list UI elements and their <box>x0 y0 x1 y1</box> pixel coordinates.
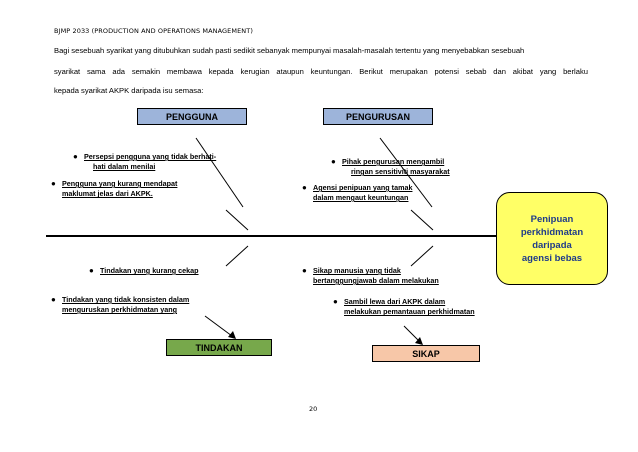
bullet-icon: ● <box>333 297 338 306</box>
page-number: 20 <box>309 405 318 413</box>
bullet-icon: ● <box>331 157 336 166</box>
bullet-icon: ● <box>51 295 56 304</box>
cause-line: ringan sensitiviti masyarakat <box>351 167 450 176</box>
cause-pengurusan-sensitiviti <box>331 157 450 177</box>
arrowhead-tindakan <box>228 331 236 339</box>
bone-lower-left <box>226 246 248 266</box>
bone-lower-right <box>411 246 433 266</box>
cause-sikap-sambil-lewa <box>333 297 475 317</box>
cause-line: bertanggungjawab dalam melakukan <box>313 276 439 285</box>
cause-line: Tindakan yang tidak konsisten dalam <box>62 295 190 304</box>
effect-line-1: Penipuan <box>530 213 574 225</box>
cause-line: maklumat jelas dari AKPK. <box>62 189 153 198</box>
effect-line-2: perkhidmatan <box>520 226 584 238</box>
effect-line-3: daripada <box>532 239 572 251</box>
category-sikap-label: SIKAP <box>412 348 440 359</box>
cause-pengguna-persepsi <box>73 152 217 172</box>
cause-line: menguruskan perkhidmatan yang <box>62 305 178 314</box>
bullet-icon: ● <box>89 266 94 275</box>
bone-upper-left <box>196 138 243 207</box>
cause-line: dalam mengaut keuntungan <box>313 193 409 202</box>
cause-sikap-manusia <box>302 266 439 286</box>
effect-box <box>496 192 608 285</box>
intro-line-1: Bagi sesebuah syarikat yang ditubuhkan sudah pasti sedikit sebanyak mempunyai masalah-masalah tertentu yang menyebabkan sesebuah <box>54 46 525 55</box>
category-pengguna <box>137 108 247 125</box>
bone-upper-right-short <box>411 210 433 230</box>
cause-line: Persepsi pengguna yang tidak berhati- <box>84 152 217 161</box>
bullet-icon: ● <box>302 266 307 275</box>
category-pengguna-label: PENGGUNA <box>165 111 218 122</box>
cause-tindakan-cekap <box>89 266 199 276</box>
cause-line: Sikap manusia yang tidak <box>313 266 401 275</box>
cause-line: Pihak pengurusan mengambil <box>342 157 445 166</box>
bullet-icon: ● <box>302 183 307 192</box>
category-tindakan-label: TINDAKAN <box>195 342 243 353</box>
cause-line: Tindakan yang kurang cekap <box>100 266 199 275</box>
category-pengurusan <box>323 108 433 125</box>
arrow-tindakan <box>205 316 232 336</box>
cause-line: Agensi penipuan yang tamak <box>313 183 413 192</box>
category-sikap <box>372 345 480 362</box>
cause-tindakan-konsisten <box>51 295 190 315</box>
bullet-icon: ● <box>51 179 56 188</box>
bone-upper-mid-short <box>226 210 248 230</box>
arrow-sikap <box>404 326 419 341</box>
cause-line: Pengguna yang kurang mendapat <box>62 179 178 188</box>
cause-pengguna-maklumat <box>51 179 178 199</box>
category-tindakan <box>166 339 272 356</box>
cause-line: melakukan pemantauan perkhidmatan <box>344 307 475 316</box>
cause-line: Sambil lewa dari AKPK dalam <box>344 297 446 306</box>
effect-line-4: agensi bebas <box>521 252 583 264</box>
cause-pengurusan-agensi <box>302 183 413 203</box>
cause-line: hati dalam menilai <box>93 162 156 171</box>
document-header: BJMP 2033 (PRODUCTION AND OPERATIONS MANAGEMENT) <box>54 27 253 35</box>
intro-line-2: syarikat sama ada semakin membawa kepada kerugian ataupun keuntungan. Berikut merupakan potensi sebab dan akibat yang berlaku <box>54 67 588 76</box>
bullet-icon: ● <box>73 152 78 161</box>
category-pengurusan-label: PENGURUSAN <box>345 111 410 122</box>
intro-line-3: kepada syarikat AKPK daripada isu semasa: <box>54 86 204 95</box>
